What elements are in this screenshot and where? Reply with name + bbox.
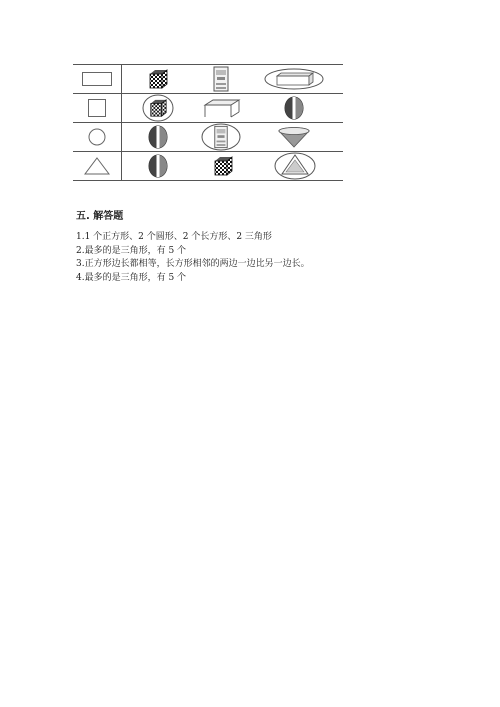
checkered-cube-icon (145, 64, 171, 93)
answer-line: 3.正方形边长都相等，长方形相邻的两边一边比另一边长。 (76, 259, 310, 269)
triangle-shape (73, 151, 121, 180)
answer-line: 1.1 个正方形、2 个圆形、2 个长方形、2 三角形 (76, 232, 272, 242)
circled-checkered-cube-icon (140, 93, 176, 122)
table-divider (121, 64, 122, 181)
ellipse-with-triangle-icon (273, 151, 317, 180)
answer-line: 2.最多的是三角形，有 5 个 (76, 245, 187, 256)
section-title: 五. 解答题 (76, 211, 124, 222)
half-sphere-icon (146, 151, 170, 180)
half-sphere-icon (146, 122, 170, 151)
half-sphere-icon (282, 93, 306, 122)
cone-icon (276, 122, 312, 151)
shape-matching-table (73, 64, 343, 181)
rectangle-shape (73, 64, 121, 93)
bench-box-icon (197, 93, 245, 122)
table-rule (73, 180, 343, 181)
square-shape (73, 93, 121, 122)
answer-list (76, 231, 310, 285)
tea-box-icon (201, 64, 241, 93)
circled-tea-box-icon (200, 122, 242, 151)
circle-shape (73, 122, 121, 151)
ellipse-with-box-icon (262, 64, 326, 93)
checkered-cube-icon (210, 151, 236, 180)
answer-line: 4.最多的是三角形，有 5 个 (76, 272, 187, 283)
